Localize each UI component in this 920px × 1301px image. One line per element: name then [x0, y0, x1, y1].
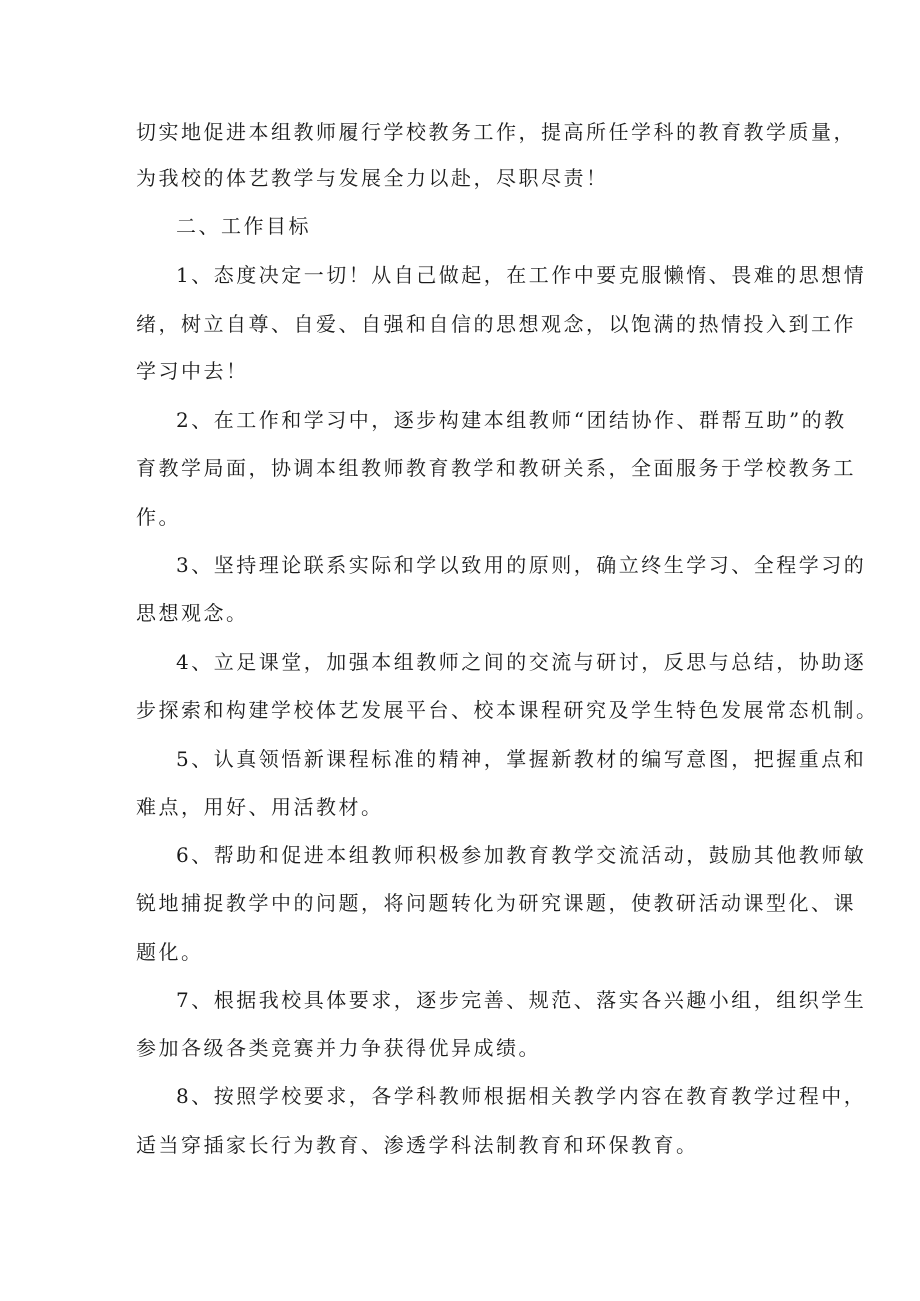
text-line: 为我校的体艺教学与发展全力以赴，尽职尽责！: [136, 166, 609, 190]
text-line: 难点，用好、用活教材。: [136, 795, 384, 819]
section-heading: 二、工作目标: [176, 214, 311, 238]
text-line: 参加各级各类竞赛并力争获得优异成绩。: [136, 1036, 541, 1060]
text-line: 6、帮助和促进本组教师积极参加教育教学交流活动，鼓励其他教师敏: [176, 843, 867, 867]
text-line: 3、坚持理论联系实际和学以致用的原则，确立终生学习、全程学习的: [176, 553, 867, 577]
text-line: 作。: [136, 505, 181, 529]
text-line: 1、态度决定一切！从自己做起，在工作中要克服懒惰、畏难的思想情: [176, 263, 867, 287]
text-line: 4、立足课堂，加强本组教师之间的交流与研讨，反思与总结，协助逐: [176, 650, 867, 674]
text-line: 育教学局面，协调本组教师教育教学和教研关系，全面服务于学校教务工: [136, 456, 856, 480]
text-line: 2、在工作和学习中，逐步构建本组教师“团结协作、群帮互助”的教: [176, 408, 847, 432]
text-line: 绪，树立自尊、自爱、自强和自信的思想观念，以饱满的热情投入到工作: [136, 312, 856, 336]
text-line: 7、根据我校具体要求，逐步完善、规范、落实各兴趣小组，组织学生: [176, 988, 867, 1012]
text-line: 学习中去！: [136, 359, 249, 383]
text-line: 题化。: [136, 940, 204, 964]
text-line: 思想观念。: [136, 601, 249, 625]
text-line: 8、按照学校要求，各学科教师根据相关教学内容在教育教学过程中，: [176, 1084, 867, 1108]
text-line: 锐地捕捉教学中的问题，将问题转化为研究课题，使教研活动课型化、课: [136, 891, 856, 915]
text-line: 切实地促进本组教师履行学校教务工作，提高所任学科的教育教学质量，: [136, 120, 856, 144]
text-line: 5、认真领悟新课程标准的精神，掌握新教材的编写意图，把握重点和: [176, 747, 867, 771]
text-line: 适当穿插家长行为教育、渗透学科法制教育和环保教育。: [136, 1133, 699, 1157]
text-line: 步探索和构建学校体艺发展平台、校本课程研究及学生特色发展常态机制。: [136, 698, 879, 722]
